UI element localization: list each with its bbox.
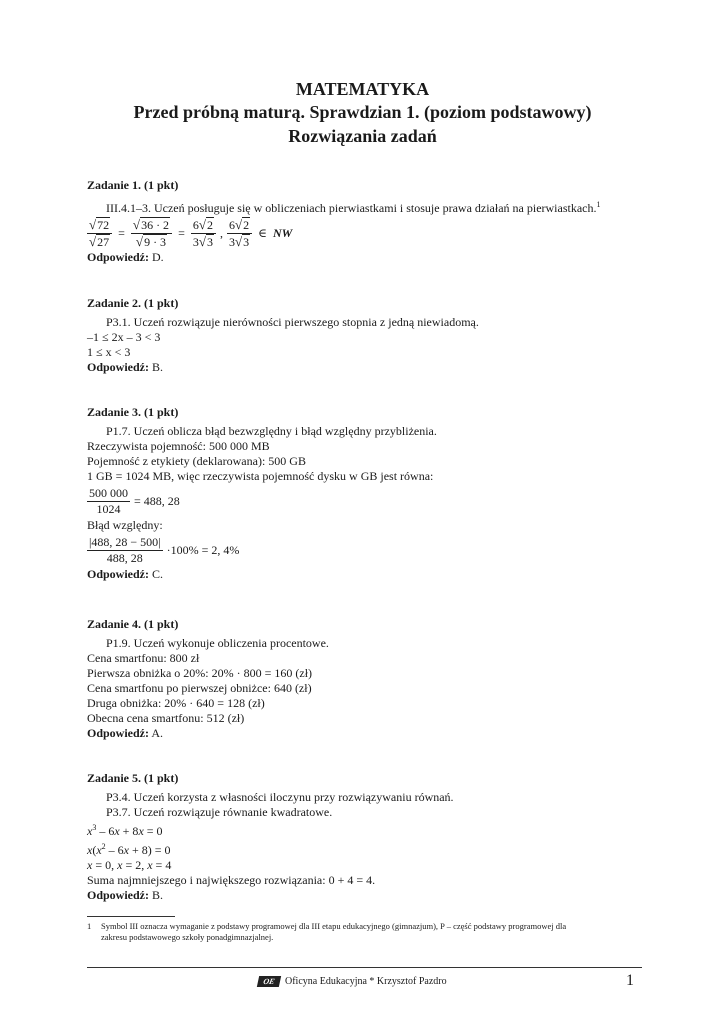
publisher-footer <box>258 976 447 987</box>
task-5-roots: x = 0, x = 2, x = 4 <box>87 858 172 872</box>
task-3-line-3: 1 GB = 1024 MB, więc rzeczywista pojemność dysku w GB jest równa: <box>87 469 434 483</box>
fraction-result: $\frac{6√2}{3√3}$ <box>227 217 252 250</box>
task-4 <box>87 617 647 741</box>
task-1-answer: Odpowiedź: D. <box>87 250 164 264</box>
task-1-requirement: III.4.1–3. Uczeń posługuje się w obliczeniach pierwiastkami i stosuje prawa działań na pierwiastkach.$^1$ <box>106 200 601 215</box>
task-2-line-1: –1 ≤ 2x – 3 < 3 <box>87 330 161 344</box>
task-1-calculation: $\frac{√72}{√27}$ = $\frac{√36 \cdot 2}{√9 \cdot 3}$ = $\frac{6√2}{3√3}$ , $\frac{6√2}{3√3}$ ∈ NW <box>89 216 293 249</box>
task-3-answer: Odpowiedź: C. <box>87 567 164 581</box>
task-4-requirement: P1.9. Uczeń wykonuje obliczenia procentowe. <box>106 636 329 650</box>
footer-divider <box>87 967 642 968</box>
task-4-line: Druga obniżka: 20% · 640 = 128 (zł) <box>87 696 265 710</box>
task-4-heading: Zadanie 4. (1 pkt) <box>87 617 179 631</box>
publisher-logo-icon: OE <box>257 976 281 987</box>
task-1-heading: Zadanie 1. (1 pkt) <box>87 178 179 192</box>
task-5-sum: Suma najmniejszego i największego rozwiązania: 0 + 4 = 4. <box>87 873 376 887</box>
footnote-divider <box>87 916 175 917</box>
task-4-line: Cena smartfonu po pierwszej obniżce: 640 (zł) <box>87 681 312 695</box>
task-3-line-2: Pojemność z etykiety (deklarowana): 500 GB <box>87 454 306 468</box>
footnote: 1 Symbol III oznacza wymaganie z podstawy programowej dla III etapu edukacyjnego (gimnazjum), P – część podstawy programowej dla zakresu podstawowego szkoły ponadgimnazjalnej. <box>87 921 567 942</box>
footnote-ref: 1 <box>596 200 601 209</box>
solutions-title: Rozwiązania zadań <box>288 126 437 146</box>
fraction-simplified: $\frac{6√2}{3√3}$ <box>191 217 216 250</box>
publisher-name: Oficyna Edukacyjna * Krzysztof Pazdro <box>285 976 447 987</box>
task-3-line-4: Błąd względny: <box>87 518 163 532</box>
task-2-answer: Odpowiedź: B. <box>87 360 164 374</box>
task-5 <box>87 771 647 903</box>
task-3-requirement: P1.7. Uczeń oblicza błąd bezwzględny i błąd względny przybliżenia. <box>106 424 437 438</box>
task-4-line: Cena smartfonu: 800 zł <box>87 651 200 665</box>
element-of-symbol: ∈ <box>258 225 268 240</box>
task-5-answer: Odpowiedź: B. <box>87 888 164 902</box>
subject-title: MATEMATYKA <box>295 79 430 99</box>
task-3 <box>87 405 647 582</box>
document-title <box>0 78 725 148</box>
task-3-line-1: Rzeczywista pojemność: 500 000 MB <box>87 439 270 453</box>
task-1 <box>87 178 647 265</box>
task-5-heading: Zadanie 5. (1 pkt) <box>87 771 179 785</box>
task-2 <box>87 296 647 375</box>
task-3-division: $\frac{500 000}{1024}$ = 488, 28 <box>89 485 180 516</box>
set-symbol: NW <box>273 225 293 240</box>
task-2-heading: Zadanie 2. (1 pkt) <box>87 296 179 310</box>
task-5-requirement-1: P3.4. Uczeń korzysta z własności iloczynu przy rozwiązywaniu równań. <box>106 790 454 804</box>
task-4-line: Obecna cena smartfonu: 512 (zł) <box>87 711 245 725</box>
task-5-equation: $x^3 - 6x + 8x = 0$ <box>87 823 163 838</box>
task-2-line-2: 1 ≤ x < 3 <box>87 345 131 359</box>
task-4-answer: Odpowiedź: A. <box>87 726 164 740</box>
task-4-line: Pierwsza obniżka o 20%: 20% · 800 = 160 (zł) <box>87 666 313 680</box>
fraction-root-72-27: $\frac{√72}{√27}$ <box>87 217 112 250</box>
task-3-relative-error: $\frac{|488, 28 - 500|}{488, 28}$ ·100% = 2, 4% <box>89 534 240 565</box>
task-3-heading: Zadanie 3. (1 pkt) <box>87 405 179 419</box>
fraction-root-product: $\frac{√36 \cdot 2}{√9 \cdot 3}$ <box>131 217 172 250</box>
page-number: 1 <box>626 972 634 989</box>
task-2-requirement: P3.1. Uczeń rozwiązuje nierówności pierwszego stopnia z jedną niewiadomą. <box>106 315 479 329</box>
test-title: Przed próbną maturą. Sprawdzian 1. (poziom podstawowy) <box>133 102 592 122</box>
task-5-requirement-2: P3.7. Uczeń rozwiązuje równanie kwadratowe. <box>106 805 333 819</box>
task-5-factored: $x(x^2 - 6x + 8) = 0$ <box>87 842 171 857</box>
